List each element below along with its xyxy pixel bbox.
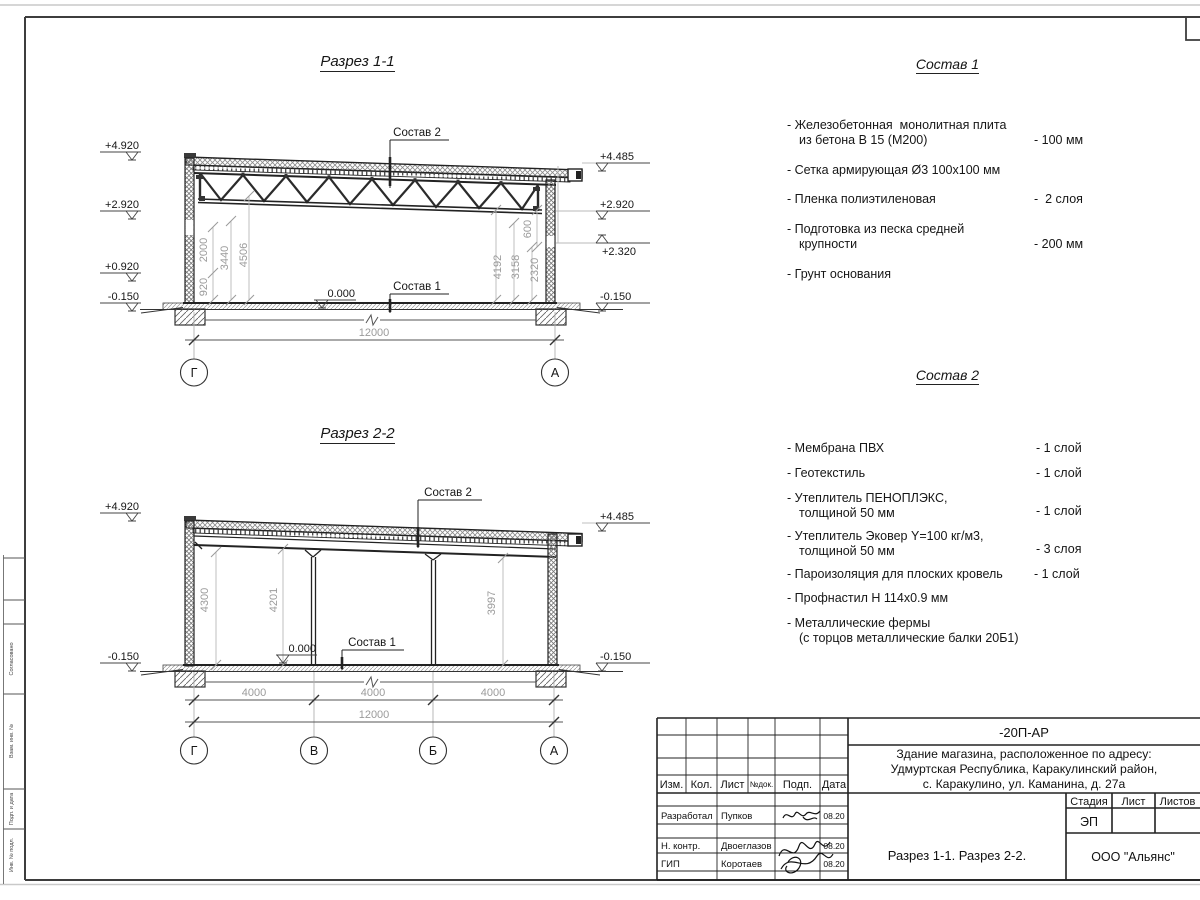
s1-dim-600: 600 xyxy=(522,219,534,239)
s2-dim-4300: 4300 xyxy=(199,587,211,613)
s2-dim-total: 12000 xyxy=(358,709,390,721)
material-item: - Геотекстиль xyxy=(787,466,866,480)
s1-elev-l-2920: +2.920 xyxy=(105,199,139,211)
s2-elev-l-4920: +4.920 xyxy=(105,501,139,513)
section-1-1 xyxy=(100,127,650,386)
s1-elev-r-2920: +2.920 xyxy=(600,199,634,211)
s1-dim-3440: 3440 xyxy=(219,245,231,271)
material-value: - 2 слоя xyxy=(1034,192,1083,206)
strip-label-podp-data: Подп. и дата xyxy=(9,792,15,826)
s1-axes xyxy=(181,359,569,386)
section-2-2-title: Разрез 2-2 xyxy=(320,425,395,442)
material-item: - Сетка армирующая Ø3 100х100 мм xyxy=(787,163,1001,177)
tb-col-data: Дата xyxy=(821,779,847,791)
signature-developer xyxy=(783,811,820,820)
material-value: - 1 слой xyxy=(1036,441,1082,455)
tb-date-developer: 08.20 xyxy=(823,811,845,821)
s2-axes xyxy=(181,737,568,764)
material-item-line2: из бетона В 15 (М200) xyxy=(799,133,928,147)
s2-elev-r-4485: +4.485 xyxy=(600,511,634,523)
tb-col-izm: Изм. xyxy=(659,779,684,791)
s1-dim-4506: 4506 xyxy=(238,242,250,268)
s1-dim-920: 920 xyxy=(198,277,210,297)
s1-dim-4192: 4192 xyxy=(492,254,504,280)
s1-dim-3158: 3158 xyxy=(510,254,522,280)
s1-axis-g: Г xyxy=(190,366,198,380)
tb-role-ncontrol: Н. контр. xyxy=(661,841,701,852)
material-item: - Пароизоляция для плоских кровель xyxy=(787,567,1003,581)
s2-structure xyxy=(140,516,623,687)
s1-dim-2000: 2000 xyxy=(198,237,210,263)
tb-col-ndok: №док. xyxy=(749,780,774,789)
material-value: - 1 слой xyxy=(1036,466,1082,480)
material-item: - Утеплитель ПЕНОПЛЭКС, xyxy=(787,491,948,505)
s2-axis-a: А xyxy=(549,744,559,758)
s1-elev-l-4920: +4.920 xyxy=(105,140,139,152)
tb-stage-value: ЭП xyxy=(1080,815,1098,829)
tb-col-kol: Кол. xyxy=(690,779,713,791)
tb-address-line3: с. Каракулино, ул. Каманина, д. 27а xyxy=(922,777,1126,791)
s1-elev-r-4485: +4.485 xyxy=(600,151,634,163)
tb-role-developer: Разработал xyxy=(661,811,713,822)
tb-name-developer: Пупков xyxy=(721,811,753,822)
material-item-line2: толщиной 50 мм xyxy=(799,544,895,558)
tb-name-gip: Коротаев xyxy=(721,859,763,870)
tb-col-podp: Подп. xyxy=(782,779,813,791)
material-value: - 1 слой xyxy=(1034,567,1080,581)
strip-label-vzam-inv: Взам. инв. № xyxy=(9,723,15,759)
s2-dim-4201: 4201 xyxy=(268,587,280,613)
s2-dim-ticks xyxy=(211,544,508,670)
material-item-line2: толщиной 50 мм xyxy=(799,506,895,520)
material-value: - 1 слой xyxy=(1036,504,1082,518)
material-value: - 200 мм xyxy=(1034,237,1084,251)
tb-doc-title: Разрез 1-1. Разрез 2-2. xyxy=(887,848,1027,863)
tb-sheet-label: Лист xyxy=(1121,796,1146,808)
material-item: - Грунт основания xyxy=(787,267,892,281)
tb-date-gip: 08.20 xyxy=(823,859,845,869)
s2-zero-label: 0.000 xyxy=(288,643,316,655)
tb-doc-code: -20П-АР xyxy=(999,725,1049,740)
material-value: - 100 мм xyxy=(1034,133,1084,147)
tb-organization: ООО "Альянс" xyxy=(1091,850,1175,864)
s1-elevations-left xyxy=(100,152,141,311)
sostav-2-heading: Состав 2 xyxy=(915,367,980,383)
material-item: - Железобетонная монолитная плита xyxy=(787,118,1007,132)
copy-stamp-box xyxy=(1186,17,1200,40)
s1-zero-label: 0.000 xyxy=(327,288,355,300)
tb-address-line2: Удмуртская Республика, Каракулинский район, xyxy=(890,762,1158,776)
strip-label-soglasovano: Согласовано xyxy=(9,642,15,676)
tb-stage-label: Стадия xyxy=(1070,796,1108,808)
material-value: - 3 слоя xyxy=(1036,542,1082,556)
tb-role-gip: ГИП xyxy=(661,859,680,870)
sostav-1-heading: Состав 1 xyxy=(915,56,980,72)
s1-dim-total: 12000 xyxy=(358,327,390,339)
material-item: - Подготовка из песка средней xyxy=(787,222,965,236)
s2-axis-v: В xyxy=(309,744,319,758)
s1-elev-r-0150: -0.150 xyxy=(600,291,632,303)
material-item: - Пленка полиэтиленовая xyxy=(787,192,936,206)
tb-name-ncontrol: Двоеглазов xyxy=(721,841,772,852)
s1-elev-l-0920: +0.920 xyxy=(105,261,139,273)
s2-dim-4000-2: 4000 xyxy=(360,687,386,699)
tb-date-ncontrol: 08.20 xyxy=(823,841,845,851)
s2-callout-sostav1: Состав 1 xyxy=(348,637,396,649)
material-item: - Мембрана ПВХ xyxy=(787,441,885,455)
s1-elev-l-0150: -0.150 xyxy=(107,291,139,303)
section-1-1-title: Разрез 1-1 xyxy=(320,53,395,70)
s2-dim-4000-3: 4000 xyxy=(480,687,506,699)
s1-structure xyxy=(140,153,623,325)
material-item-line2: (с торцов металлические балки 20Б1) xyxy=(799,631,1019,645)
s2-dim-4000-1: 4000 xyxy=(241,687,267,699)
material-item-line2: крупности xyxy=(799,237,858,251)
material-item: - Утеплитель Эковер Y=100 кг/м3, xyxy=(787,529,984,543)
material-item: - Профнастил Н 114х0.9 мм xyxy=(787,591,949,605)
tb-col-list: Лист xyxy=(720,779,745,791)
strip-label-inv-podl: Инв. № подл. xyxy=(9,837,15,873)
section-2-2 xyxy=(100,487,650,764)
s2-dim-3997: 3997 xyxy=(486,590,498,616)
s1-callout-sostav2: Состав 2 xyxy=(393,127,441,139)
s2-elev-l-0150: -0.150 xyxy=(107,651,139,663)
title-block xyxy=(657,718,1200,880)
s1-callout-sostav1: Состав 1 xyxy=(393,281,441,293)
s2-axis-g: Г xyxy=(190,744,198,758)
tb-sheets-label: Листов xyxy=(1159,796,1196,808)
s2-callout-sostav2: Состав 2 xyxy=(424,487,472,499)
left-strip xyxy=(4,555,26,884)
s1-dim-2320: 2320 xyxy=(529,257,541,283)
s1-axis-a: А xyxy=(550,366,560,380)
s1-elev-r-2320: +2.320 xyxy=(602,246,636,258)
s2-elev-r-0150: -0.150 xyxy=(600,651,632,663)
s2-axis-b: Б xyxy=(428,744,438,758)
s1-elevations-right xyxy=(596,163,650,311)
material-item: - Металлические фермы xyxy=(787,616,931,630)
tb-address-line1: Здание магазина, расположенное по адресу: xyxy=(896,747,1152,761)
